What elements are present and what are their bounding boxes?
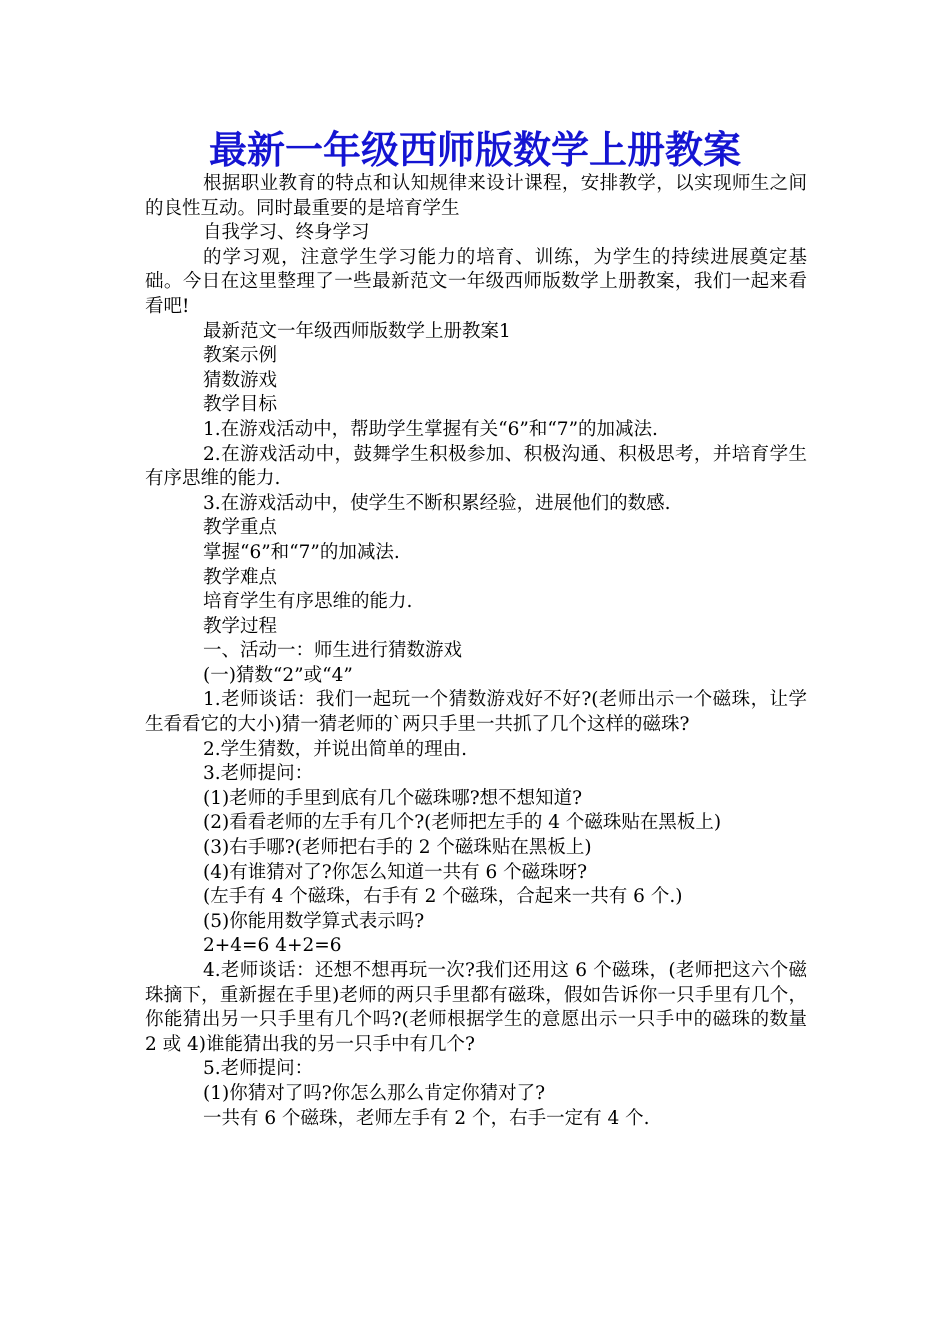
paragraph: 根据职业教育的特点和认知规律来设计课程，安排教学，以实现师生之间的良性互动。同时最重要的是培育学生 <box>145 173 807 219</box>
paragraph: 培育学生有序思维的能力. <box>203 591 413 613</box>
paragraph: 一、活动一：师生进行猜数游戏 <box>203 640 463 662</box>
paragraph: 4.老师谈话：还想不想再玩一次?我们还用这 6 个磁珠，(老师把这六个磁珠摘下，重新握在手里)老师的两只手里都有磁珠，假如告诉你一只手里有几个，你能猜出另一只手里有几个吗?(老师根据学生的意愿出示一只手中的磁珠的数量 2 或 4)谁能猜出我的另一只手中有几个? <box>145 960 807 1055</box>
paragraph: 1.在游戏活动中，帮助学生掌握有关“6”和“7”的加减法. <box>203 418 658 440</box>
paragraph: 自我学习、终身学习 <box>203 222 370 244</box>
paragraph: 教学目标 <box>203 394 278 416</box>
paragraph: (2)看看老师的左手有几个?(老师把左手的 4 个磁珠贴在黑板上) <box>203 812 722 834</box>
paragraph: (1)老师的手里到底有几个磁珠哪?想不想知道? <box>203 787 583 809</box>
paragraph: (左手有 4 个磁珠，右手有 2 个磁珠，合起来一共有 6 个.) <box>203 886 683 908</box>
paragraph: (1)你猜对了吗?你怎么那么肯定你猜对了? <box>203 1082 546 1104</box>
paragraph: 的学习观，注意学生学习能力的培育、训练，为学生的持续进展奠定基础。今日在这里整理了一些最新范文一年级西师版数学上册教案，我们一起来看看吧! <box>145 246 807 317</box>
paragraph: 一共有 6 个磁珠，老师左手有 2 个，右手一定有 4 个. <box>203 1107 650 1129</box>
paragraph: 1.老师谈话：我们一起玩一个猜数游戏好不好?(老师出示一个磁珠，让学生看看它的大小)猜一猜老师的`两只手里一共抓了几个这样的磁珠? <box>145 689 807 736</box>
paragraph: 掌握“6”和“7”的加减法. <box>203 541 400 563</box>
paragraph: 5.老师提问： <box>203 1058 314 1080</box>
paragraph: 教案示例 <box>203 345 278 367</box>
paragraph: 猜数游戏 <box>203 369 278 391</box>
paragraph: 教学难点 <box>203 566 278 588</box>
paragraph: (一)猜数“2”或“4” <box>203 664 353 686</box>
paragraph: 教学重点 <box>203 517 278 539</box>
paragraph: (5)你能用数学算式表示吗? <box>203 910 425 932</box>
document-title: 最新一年级西师版数学上册教案 <box>208 127 741 172</box>
paragraph: 2.学生猜数，并说出简单的理由. <box>203 738 468 760</box>
paragraph: 教学过程 <box>203 615 278 637</box>
paragraph: 2.在游戏活动中，鼓舞学生积极参加、积极沟通、积极思考，并培育学生有序思维的能力. <box>145 443 807 490</box>
paragraph: (4)有谁猜对了?你怎么知道一共有 6 个磁珠呀? <box>203 861 588 883</box>
paragraph: 2+4=6 4+2=6 <box>203 935 342 957</box>
paragraph: 3.在游戏活动中，使学生不断积累经验，进展他们的数感. <box>203 492 671 514</box>
paragraph: (3)右手哪?(老师把右手的 2 个磁珠贴在黑板上) <box>203 837 592 859</box>
paragraph: 3.老师提问： <box>203 763 314 785</box>
document-body <box>145 172 807 1131</box>
section-heading: 最新范文一年级西师版数学上册教案1 <box>203 320 511 342</box>
